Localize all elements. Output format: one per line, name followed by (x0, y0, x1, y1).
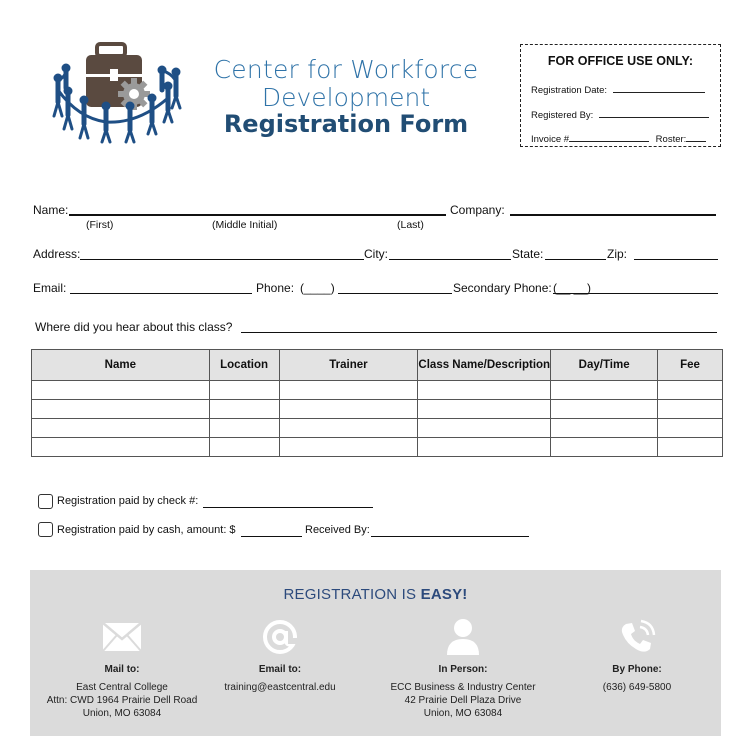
registered-by-label: Registered By: (531, 110, 594, 121)
person-icon (445, 618, 481, 656)
email-label: Email: (33, 281, 67, 295)
table-cell[interactable] (209, 381, 279, 400)
in-person-address-line: Union, MO 63084 (423, 708, 503, 719)
table-cell[interactable] (658, 438, 723, 457)
invoice-roster-line (531, 132, 706, 145)
banner-text: REGISTRATION IS (283, 586, 421, 603)
form-title: Registration Form (223, 110, 469, 138)
cash-amount-field[interactable] (241, 536, 302, 537)
title-line-1: Center for Workforce (213, 55, 479, 84)
name-first-hint: (First) (86, 219, 114, 231)
invoice-label: Invoice # (531, 134, 570, 145)
table-cell[interactable] (209, 419, 279, 438)
table-cell[interactable] (279, 419, 418, 438)
registered-by-line (531, 108, 709, 121)
registered-by-field[interactable] (599, 108, 709, 118)
col-header-location: Location (209, 350, 279, 381)
envelope-icon (102, 622, 142, 652)
registration-easy-banner (30, 586, 721, 603)
name-last-hint: (Last) (397, 219, 424, 231)
registration-date-field[interactable] (613, 83, 705, 93)
table-cell[interactable] (658, 381, 723, 400)
name-middle-hint: (Middle Initial) (212, 219, 278, 231)
class-registration-table (31, 349, 723, 457)
table-cell[interactable] (279, 400, 418, 419)
table-cell[interactable] (279, 438, 418, 457)
hear-about-label: Where did you hear about this class? (35, 320, 233, 334)
table-header-row (32, 350, 723, 381)
paid-by-check-checkbox[interactable] (38, 494, 53, 509)
table-cell[interactable] (209, 438, 279, 457)
in-person-address-line: 42 Prairie Dell Plaza Drive (404, 695, 522, 706)
col-header-name: Name (32, 350, 210, 381)
col-header-daytime: Day/Time (551, 350, 658, 381)
phone-field[interactable] (338, 293, 452, 294)
zip-field[interactable] (634, 259, 718, 260)
secondary-phone-label: Secondary Phone: (453, 281, 552, 295)
table-cell[interactable] (551, 438, 658, 457)
address-field[interactable] (80, 259, 364, 260)
at-sign-icon (261, 618, 299, 656)
company-label: Company: (450, 203, 505, 217)
phone-label: Phone: (256, 281, 295, 295)
phone-icon (618, 618, 656, 656)
state-label: State: (512, 247, 544, 261)
state-field[interactable] (545, 259, 606, 260)
name-label: Name: (33, 203, 69, 217)
mail-to-heading: Mail to: (104, 664, 140, 675)
table-row (32, 438, 723, 457)
secondary-phone-field[interactable] (553, 293, 718, 294)
office-use-title: FOR OFFICE USE ONLY: (547, 54, 694, 68)
paid-by-cash-checkbox[interactable] (38, 522, 53, 537)
title-line-2: Development (261, 83, 431, 112)
table-cell[interactable] (32, 419, 210, 438)
paid-by-cash-label: Registration paid by cash, amount: $ (57, 524, 236, 536)
table-cell[interactable] (658, 400, 723, 419)
mail-address-line: Union, MO 63084 (82, 708, 162, 719)
table-cell[interactable] (32, 438, 210, 457)
table-cell[interactable] (279, 381, 418, 400)
company-field[interactable] (510, 214, 716, 216)
registration-date-label: Registration Date: (531, 85, 608, 96)
paid-by-check-label: Registration paid by check #: (57, 495, 199, 507)
received-by-field[interactable] (371, 536, 529, 537)
table-cell[interactable] (209, 400, 279, 419)
roster-field[interactable] (686, 132, 706, 142)
table-row (32, 419, 723, 438)
table-cell[interactable] (32, 381, 210, 400)
table-row (32, 381, 723, 400)
email-to-column (190, 618, 370, 694)
table-row (32, 400, 723, 419)
mail-to-column (32, 618, 212, 720)
table-cell[interactable] (418, 438, 551, 457)
email-to-heading: Email to: (258, 664, 302, 675)
address-label: Address: (33, 247, 81, 261)
in-person-address-line: ECC Business & Industry Center (390, 682, 536, 693)
table-cell[interactable] (32, 400, 210, 419)
mail-address-line: East Central College (76, 682, 168, 693)
table-cell[interactable] (418, 400, 551, 419)
registration-date-line (531, 83, 705, 96)
in-person-heading: In Person: (438, 664, 488, 675)
city-label: City: (364, 247, 388, 261)
check-number-field[interactable] (203, 507, 373, 508)
office-use-box (520, 44, 721, 147)
registration-info-footer (30, 570, 721, 736)
table-cell[interactable] (658, 419, 723, 438)
city-field[interactable] (389, 259, 511, 260)
hear-about-field[interactable] (241, 332, 717, 333)
roster-label: Roster: (655, 134, 687, 145)
table-cell[interactable] (418, 381, 551, 400)
table-cell[interactable] (418, 419, 551, 438)
by-phone-heading: By Phone: (612, 664, 662, 675)
table-cell[interactable] (551, 419, 658, 438)
col-header-class: Class Name/Description (418, 350, 551, 381)
email-address[interactable]: training@eastcentral.edu (224, 682, 336, 693)
banner-emphasis: EASY! (420, 586, 468, 603)
phone-number[interactable]: (636) 649-5800 (602, 682, 672, 693)
phone-area-code[interactable]: (____) (300, 281, 335, 295)
in-person-column (373, 618, 553, 720)
invoice-field[interactable] (569, 132, 649, 142)
email-field[interactable] (70, 293, 252, 294)
received-by-label: Received By: (305, 524, 370, 536)
table-cell[interactable] (551, 400, 658, 419)
col-header-trainer: Trainer (279, 350, 418, 381)
cwd-logo (48, 42, 188, 150)
name-field[interactable] (69, 214, 446, 216)
zip-label: Zip: (607, 247, 628, 261)
table-cell[interactable] (551, 381, 658, 400)
col-header-fee: Fee (658, 350, 723, 381)
by-phone-column (547, 618, 727, 694)
secondary-phone-area-code[interactable]: (__ __) (553, 281, 592, 295)
mail-address-line: Attn: CWD 1964 Prairie Dell Road (46, 695, 198, 706)
